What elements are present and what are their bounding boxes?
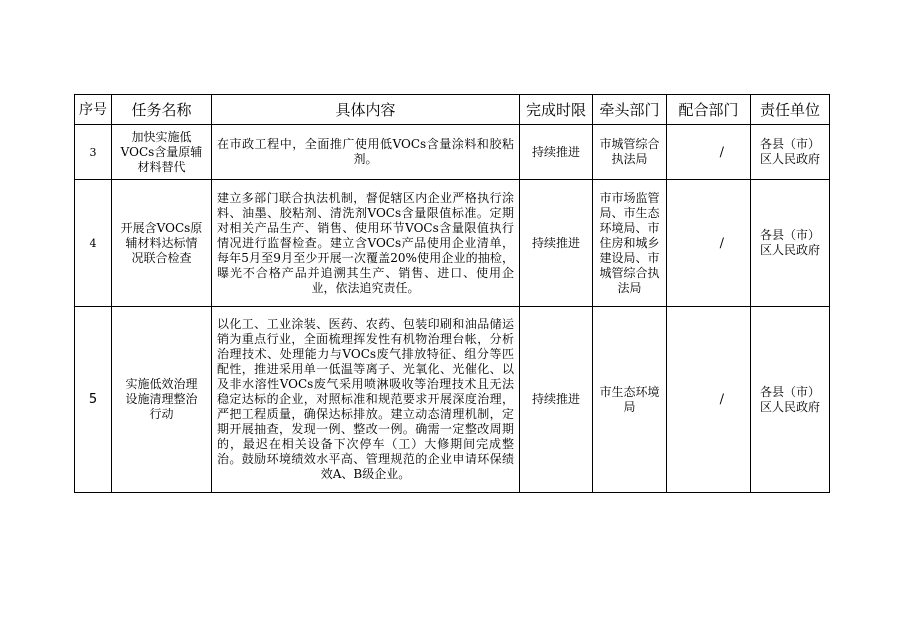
row-task: 加快实施低VOCs含量原辅材料替代 xyxy=(112,125,212,180)
row-content: 以化工、工业涂装、医药、农药、包装印刷和油品储运销为重点行业，全面梳理挥发性有机物治理台帐，分析治理技术、处理能力与VOCs废气排放特征、组分等匹配性，推进采用单一低温等离子、光氧化、光催化、以及非水溶性VOCs废气采用喷淋吸收等治理技术且无法稳定达标的企业，对照标准和规范要求开展深度治理，严把工程质量，确保达标排放。建立动态清理机制，定期开展抽查，发现一例、整改一例。确需一定整改周期的，最迟在相关设备下次停车（工）大修期间完成整治。鼓励环境绩效水平高、管理规范的企业申请环保绩效A、B级企业。 xyxy=(212,307,520,493)
table-row xyxy=(75,307,830,493)
row-lead: 市市场监管局、市生态环境局、市住房和城乡建设局、市城管综合执法局 xyxy=(593,180,667,307)
header-deadline: 完成时限 xyxy=(520,95,593,125)
header-resp: 责任单位 xyxy=(751,95,830,125)
header-row xyxy=(75,95,830,125)
row-no: 4 xyxy=(75,180,112,307)
row-no: 5 xyxy=(75,307,112,493)
header-lead: 牵头部门 xyxy=(593,95,667,125)
row-resp: 各县（市）区人民政府 xyxy=(751,307,830,493)
header-no: 序号 xyxy=(75,95,112,125)
row-deadline: 持续推进 xyxy=(520,125,593,180)
row-deadline: 持续推进 xyxy=(520,307,593,493)
row-task: 开展含VOCs原辅材料达标情况联合检查 xyxy=(112,180,212,307)
row-resp: 各县（市）区人民政府 xyxy=(751,125,830,180)
table-row xyxy=(75,125,830,180)
header-coop: 配合部门 xyxy=(667,95,751,125)
row-coop: / xyxy=(667,307,751,493)
table-row xyxy=(75,180,830,307)
row-no: 3 xyxy=(75,125,112,180)
row-lead: 市生态环境局 xyxy=(593,307,667,493)
task-table xyxy=(74,94,830,493)
row-deadline: 持续推进 xyxy=(520,180,593,307)
row-coop: / xyxy=(667,125,751,180)
row-task: 实施低效治理设施清理整治行动 xyxy=(112,307,212,493)
header-task: 任务名称 xyxy=(112,95,212,125)
header-content: 具体内容 xyxy=(212,95,520,125)
row-resp: 各县（市）区人民政府 xyxy=(751,180,830,307)
row-coop: / xyxy=(667,180,751,307)
row-lead: 市城管综合执法局 xyxy=(593,125,667,180)
row-content: 建立多部门联合执法机制，督促辖区内企业严格执行涂料、油墨、胶粘剂、清洗剂VOCs含量限值标准。定期对相关产品生产、销售、使用环节VOCs含量限值执行情况进行监督检查。建立含VOCs产品使用企业清单，每年5月至9月至少开展一次覆盖20%使用企业的抽检，曝光不合格产品并追溯其生产、销售、进口、使用企业，依法追究责任。 xyxy=(212,180,520,307)
row-content: 在市政工程中，全面推广使用低VOCs含量涂料和胶粘剂。 xyxy=(212,125,520,180)
